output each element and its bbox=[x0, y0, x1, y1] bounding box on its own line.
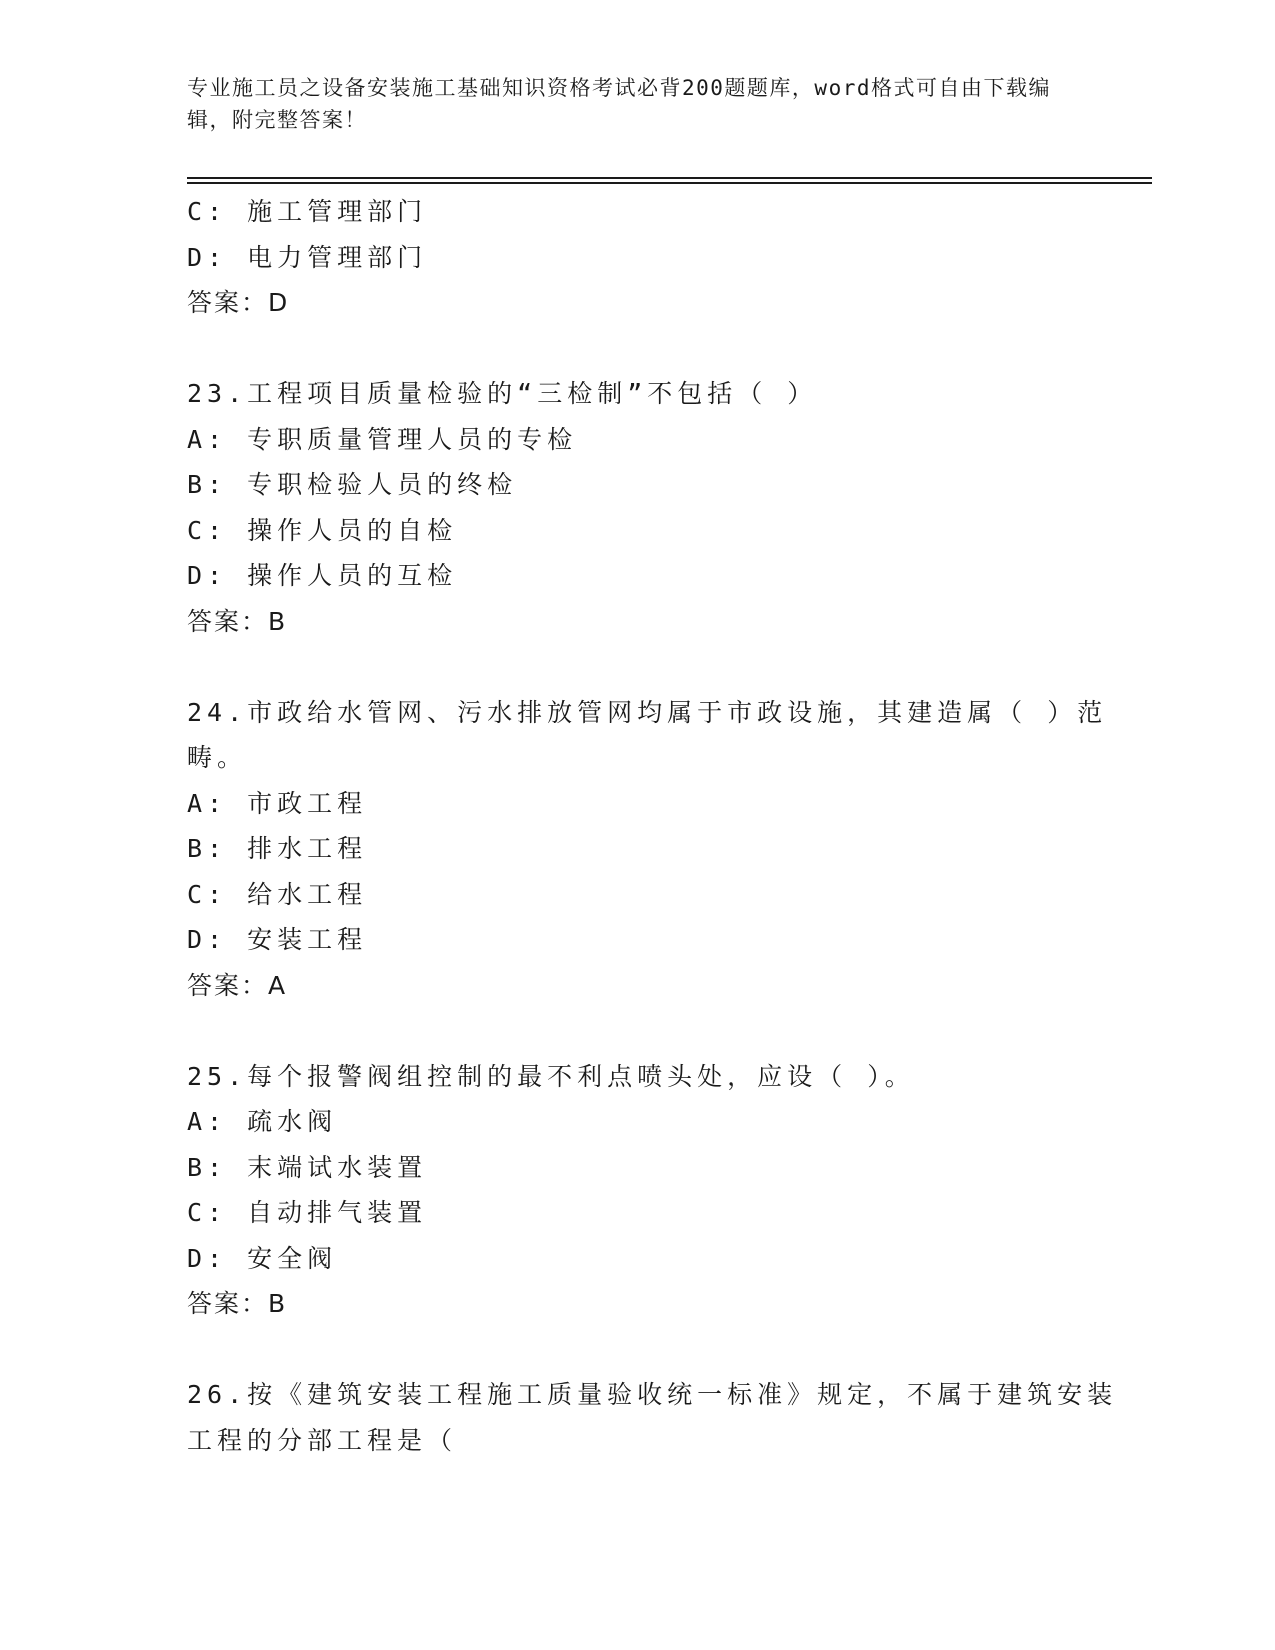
spacer bbox=[187, 1008, 1087, 1054]
answer-line: 答案：D bbox=[187, 288, 290, 317]
option-a: A: 疏水阀 bbox=[187, 1107, 338, 1136]
option-d: D: 电力管理部门 bbox=[187, 242, 428, 272]
option-d: D: 安全阀 bbox=[187, 1243, 338, 1273]
answer-line: 答案：B bbox=[187, 1289, 288, 1318]
option-d: D: 操作人员的互检 bbox=[187, 561, 458, 590]
header-rule-bottom bbox=[187, 182, 1152, 184]
option-d: D: 安装工程 bbox=[187, 925, 368, 954]
option-c: C: 施工管理部门 bbox=[187, 197, 428, 226]
spacer bbox=[187, 1327, 1087, 1373]
question-24 bbox=[187, 690, 1108, 1009]
option-a: A: 专职质量管理人员的专检 bbox=[187, 424, 578, 454]
spacer bbox=[187, 326, 1087, 372]
question-stem-line-1: 24.市政给水管网、污水排放管网均属于市政设施，其建造属（ ）范 bbox=[187, 697, 1108, 727]
header-rule-top bbox=[187, 177, 1152, 179]
option-c: C: 自动排气装置 bbox=[187, 1198, 428, 1227]
answer-line: 答案：B bbox=[187, 606, 288, 636]
question-23 bbox=[187, 371, 1087, 644]
question-list bbox=[187, 189, 1118, 1463]
option-b: B: 末端试水装置 bbox=[187, 1152, 428, 1182]
answer-line: 答案：A bbox=[187, 970, 288, 1000]
option-c: C: 给水工程 bbox=[187, 879, 368, 909]
document-header: 专业施工员之设备安装施工基础知识资格考试必背200题题库，word格式可自由下载编辑，附完整答案！ bbox=[187, 76, 1051, 132]
question-25 bbox=[187, 1054, 1087, 1327]
question-26 bbox=[187, 1372, 1118, 1463]
option-c: C: 操作人员的自检 bbox=[187, 515, 458, 545]
question-stem-line-2: 工程的分部工程是（ bbox=[187, 1425, 458, 1455]
question-stem-line-2: 畴。 bbox=[187, 743, 248, 772]
question-22-tail bbox=[187, 189, 1087, 326]
question-stem: 25.每个报警阀组控制的最不利点喷头处，应设（ ）。 bbox=[187, 1061, 915, 1091]
question-stem-line-1: 26.按《建筑安装工程施工质量验收统一标准》规定，不属于建筑安装 bbox=[187, 1380, 1118, 1409]
option-b: B: 排水工程 bbox=[187, 834, 368, 863]
option-a: A: 市政工程 bbox=[187, 788, 368, 818]
option-b: B: 专职检验人员的终检 bbox=[187, 470, 518, 499]
question-stem: 23.工程项目质量检验的“三检制”不包括（ ） bbox=[187, 379, 818, 408]
spacer bbox=[187, 644, 1087, 690]
